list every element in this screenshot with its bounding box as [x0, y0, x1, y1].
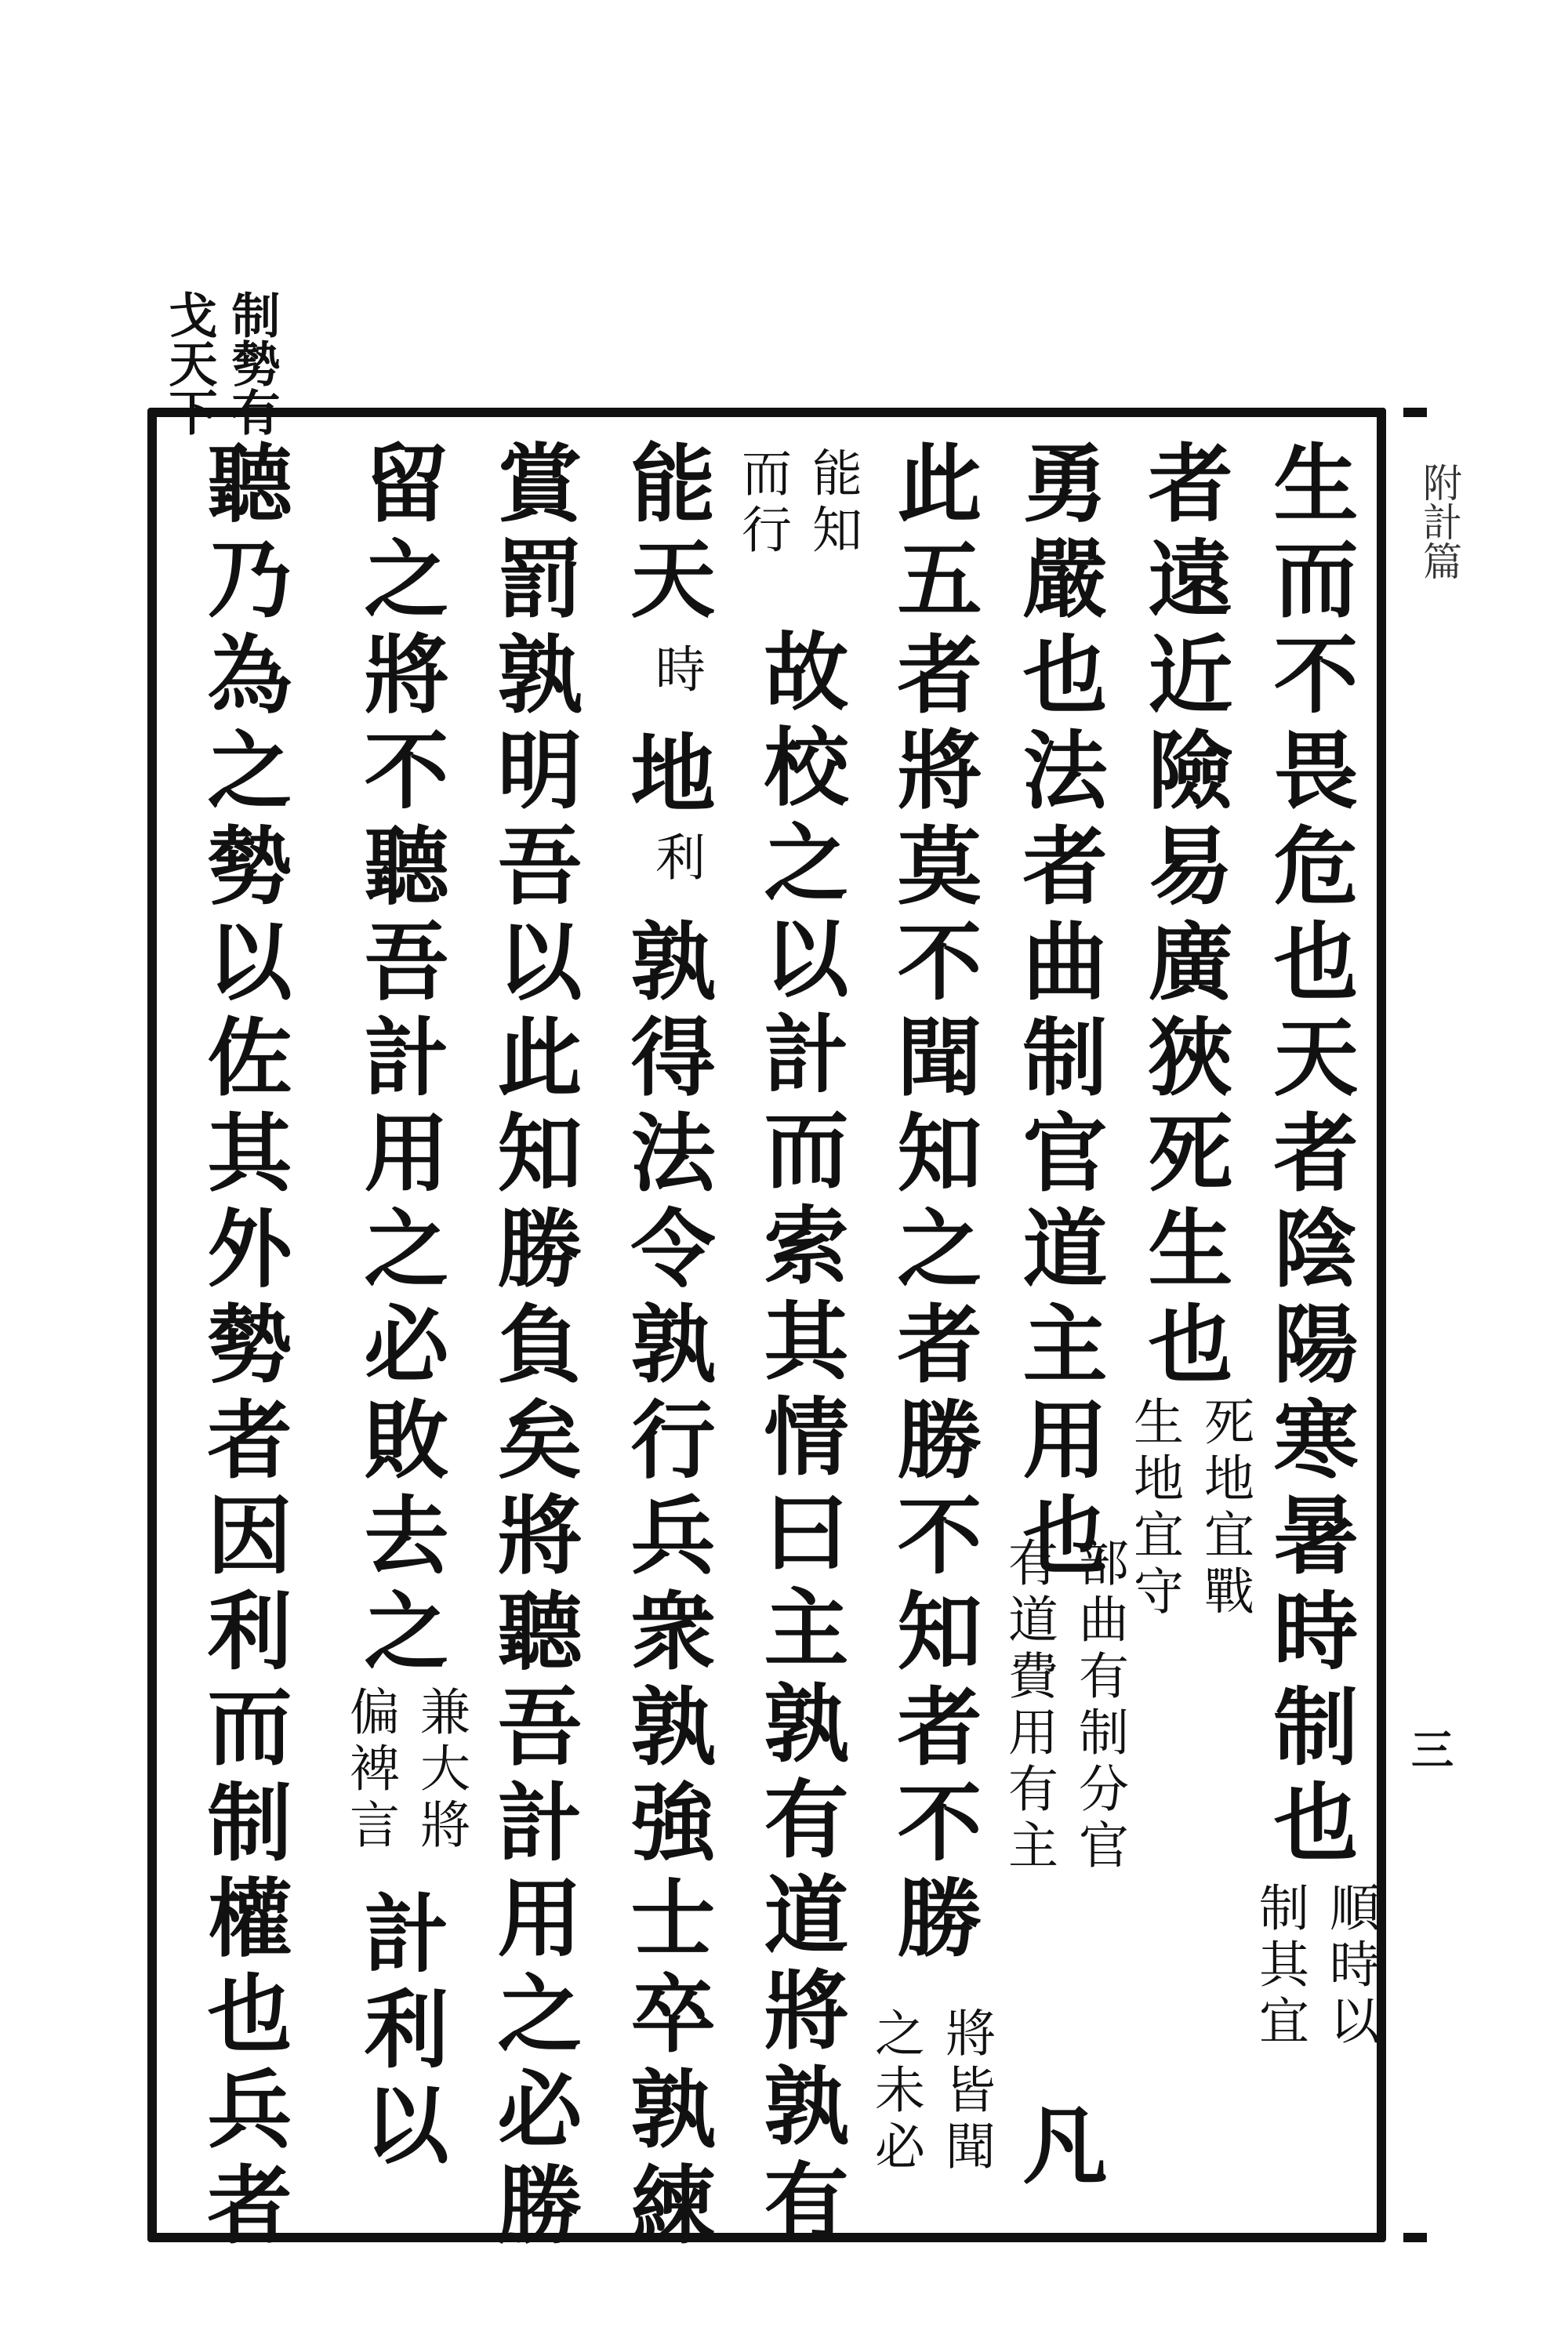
text-column-6a: 能天 [616, 439, 715, 630]
note-2-left: 生地宜守 [1125, 1396, 1183, 1621]
text-column-3: 勇嚴也法者曲制官道主用也 [1008, 439, 1107, 1587]
text-column-6c: 孰得法令孰行兵衆孰強士卒孰練 [616, 917, 715, 2256]
text-column-6b: 地 [616, 729, 715, 825]
margin-head-right: 制勢有 [223, 290, 281, 436]
folio-number: 三 [1411, 1725, 1454, 1775]
note-5-left: 而行 [733, 447, 791, 560]
note-4-left: 之未必 [866, 2007, 924, 2176]
note-3-tail: 凡 [1008, 2101, 1107, 2197]
frame-edge-mark-top [1403, 408, 1427, 417]
text-column-4: 此五者將莫不聞知之者勝不知者不勝 [883, 439, 982, 1969]
text-column-2: 者遠近險易廣狹死生也 [1134, 439, 1232, 1396]
note-3-left: 有道費用有主 [1000, 1537, 1058, 1875]
note-4-right: 將皆聞 [937, 2007, 995, 2176]
text-column-8: 留之將不聽吾計用之必敗去之 [350, 439, 448, 1682]
margin-head-left: 戈天下 [161, 290, 218, 436]
frame-edge-mark-bottom [1403, 2233, 1427, 2242]
note-5-right: 能知 [804, 447, 862, 560]
text-column-7: 賞罰孰明吾以此知勝負矣將聽吾計用之必勝 [483, 439, 582, 2256]
note-8-left: 偏裨言 [341, 1686, 399, 1855]
note-2-right: 死地宜戰 [1196, 1396, 1254, 1621]
text-column-5: 故校之以計而索其情曰主孰有道將孰有 [750, 627, 848, 2253]
text-column-8b: 計利以 [350, 1889, 448, 2176]
note-3-right: 部曲有制分官 [1070, 1537, 1128, 1875]
book-heading: 附計篇 [1417, 463, 1462, 580]
note-6: 時 [647, 643, 705, 699]
note-7: 利 [647, 831, 705, 887]
note-8-right: 兼大將 [412, 1686, 470, 1855]
note-1-right: 順時以 [1321, 1882, 1379, 2051]
note-1-left: 制其宜 [1250, 1882, 1308, 2051]
text-column-1: 生而不畏危也天者陰陽寒暑時制也 [1259, 439, 1358, 1874]
text-column-9: 聽乃為之勢以佐其外勢者因利而制權也兵者 [193, 439, 292, 2256]
